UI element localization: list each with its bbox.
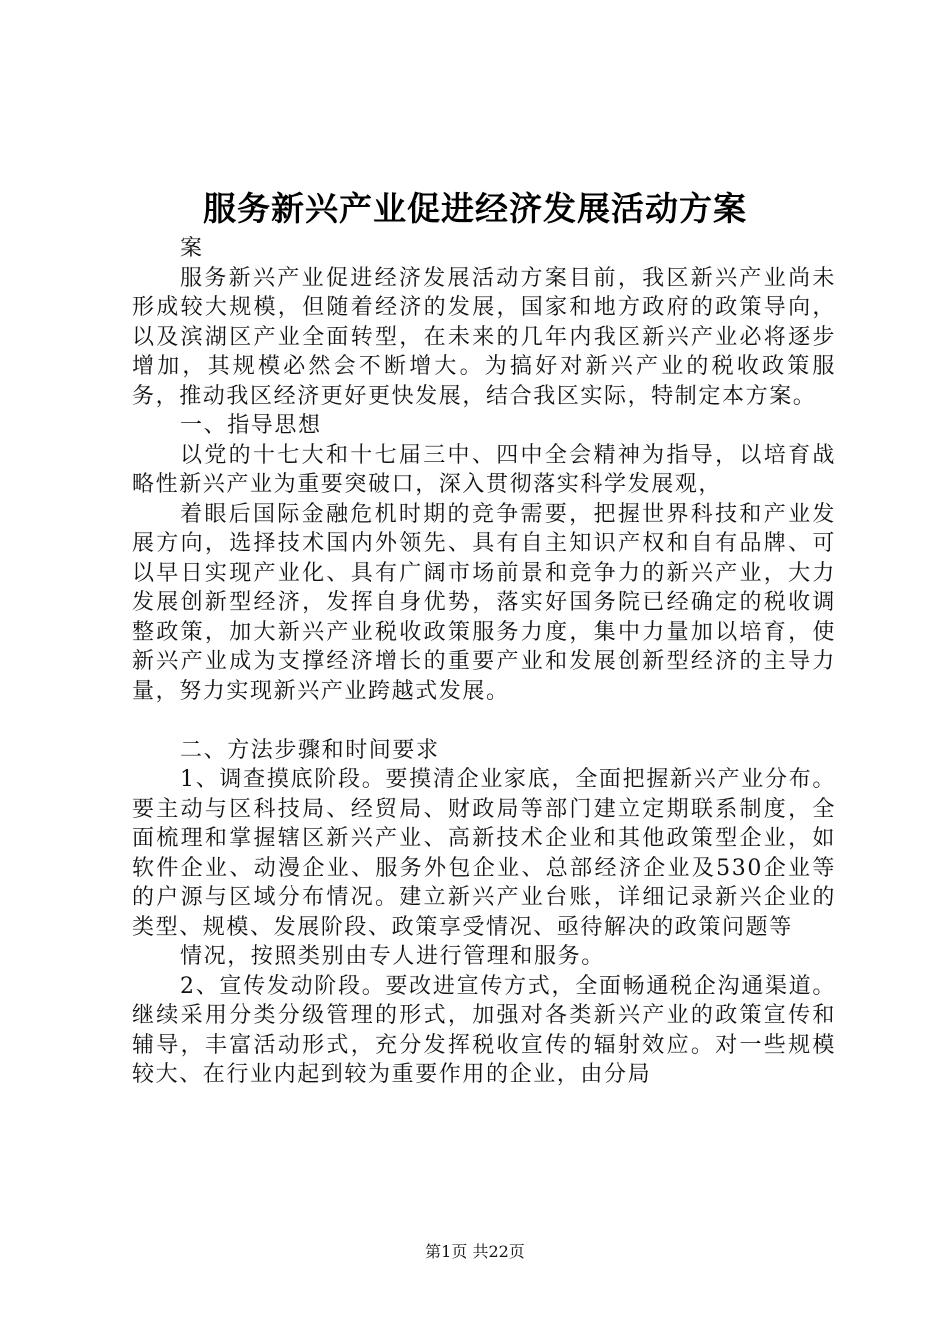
heading-guiding-ideology: 一、指导思想 bbox=[180, 413, 322, 438]
paragraph-spacer bbox=[132, 706, 836, 736]
paragraph-step-1: 1、调查摸底阶段。要摸清企业家底，全面把握新兴产业分布。要主动与区科技局、经贸局、财政局等部门建立定期联系制度，全面梳理和掌握辖区新兴产业、高新技术企业和其他政策型企业，如软件企业、动漫企业、服务外包企业、总部经济企业及530企业等的户源与区域分布情况。建立新兴产业台账，详细记录新兴企业的类型、规模、发展阶段、政策享受情况、亟待解决的政策问题等 bbox=[132, 767, 836, 940]
paragraph-step-1-cont: 情况，按照类别由专人进行管理和服务。 bbox=[180, 944, 605, 969]
paragraph-fragment: 案 bbox=[180, 236, 204, 261]
paragraph-intro: 服务新兴产业促进经济发展活动方案目前，我区新兴产业尚未形成较大规模，但随着经济的发展，国家和地方政府的政策导向，以及滨湖区产业全面转型，在未来的几年内我区新兴产业必将逐步增加，其规模必然会不断增大。为搞好对新兴产业的税收政策服务，推动我区经济更好更快发展，结合我区实际，特制定本方案。 bbox=[132, 265, 836, 409]
document-body bbox=[132, 234, 836, 1090]
page-number-footer: 第1页 共22页 bbox=[425, 1242, 525, 1261]
document-title: 服务新兴产业促进经济发展活动方案 bbox=[203, 189, 747, 228]
heading-methods-steps: 二、方法步骤和时间要求 bbox=[180, 737, 440, 763]
paragraph-guiding-2: 着眼后国际金融危机时期的竞争需要，把握世界科技和产业发展方向，选择技术国内外领先、具有自主知识产权和自有品牌、可以早日实现产业化、具有广阔市场前景和竞争力的新兴产业，大力发展创新型经济，发挥自身优势，落实好国务院已经确定的税收调整政策，加大新兴产业税收政策服务力度，集中力量加以培育，使新兴产业成为支撑经济增长的重要产业和发展创新型经济的主导力量，努力实现新兴产业跨越式发展。 bbox=[132, 501, 836, 704]
paragraph-guiding-1: 以党的十七大和十七届三中、四中全会精神为指导，以培育战略性新兴产业为重要突破口，深入贯彻落实科学发展观， bbox=[132, 442, 836, 497]
paragraph-step-2: 2、宣传发动阶段。要改进宣传方式，全面畅通税企沟通渠道。继续采用分类分级管理的形式，加强对各类新兴产业的政策宣传和辅导，丰富活动形式，充分发挥税收宣传的辐射效应。对一些规模较大、在行业内起到较为重要作用的企业，由分局 bbox=[132, 973, 836, 1087]
